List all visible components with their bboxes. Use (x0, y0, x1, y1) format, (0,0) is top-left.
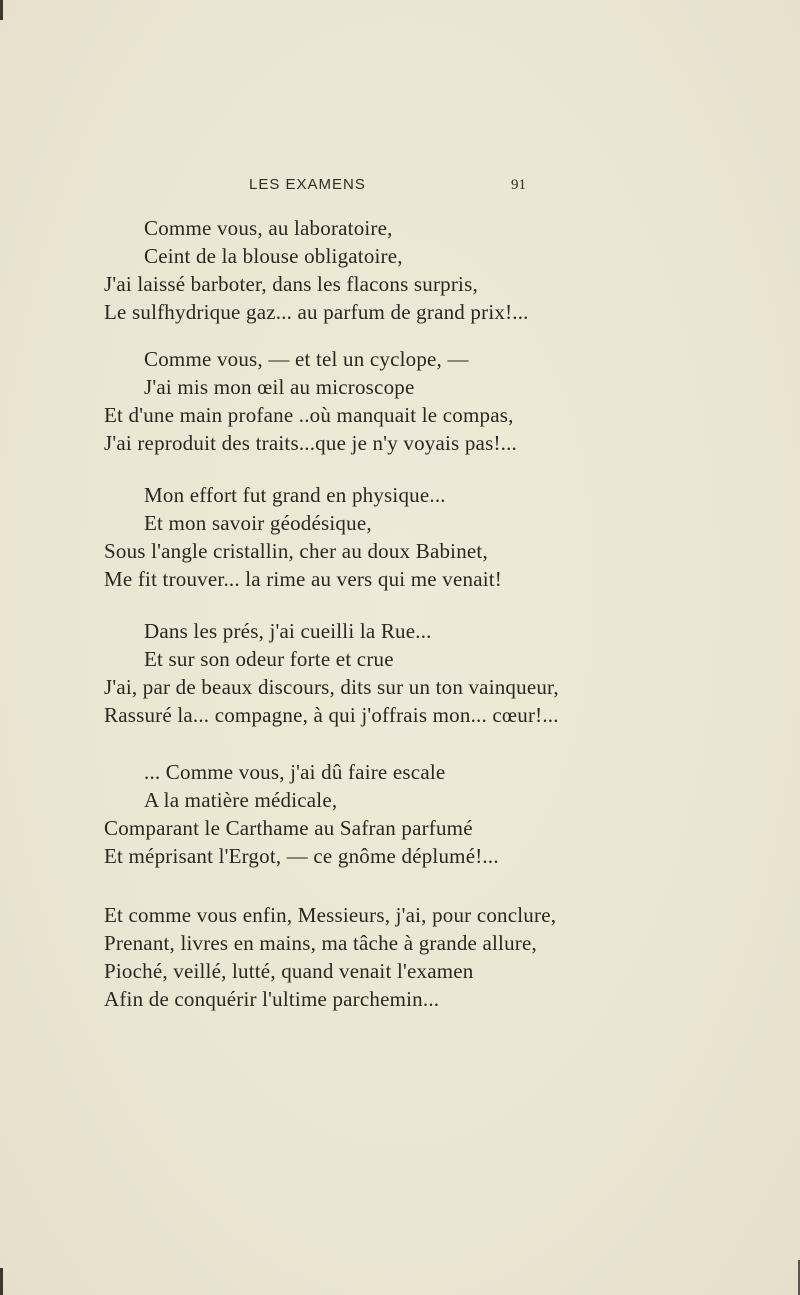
verse-line: Pioché, veillé, lutté, quand venait l'examen (104, 959, 474, 983)
verse-line: Et mon savoir géodésique, (144, 511, 372, 535)
verse-line: Mon effort fut grand en physique... (144, 483, 446, 507)
verse-line: Me fit trouver... la rime au vers qui me venait! (104, 567, 502, 591)
binding-edge-mark (0, 1268, 3, 1295)
verse-line: J'ai laissé barboter, dans les flacons surpris, (104, 272, 478, 296)
verse-line: Le sulfhydrique gaz... au parfum de grand prix!... (104, 300, 529, 324)
verse-line: ... Comme vous, j'ai dû faire escale (144, 760, 446, 784)
binding-edge-mark (0, 0, 3, 20)
verse-line: Dans les prés, j'ai cueilli la Rue... (144, 619, 432, 643)
verse-line: Comme vous, au laboratoire, (144, 216, 393, 240)
verse-line: Ceint de la blouse obligatoire, (144, 244, 403, 268)
verse-line: A la matière médicale, (144, 788, 338, 812)
verse-line: Comme vous, — et tel un cyclope, — (144, 347, 469, 371)
verse-line: Et sur son odeur forte et crue (144, 647, 394, 671)
verse-line: Prenant, livres en mains, ma tâche à grande allure, (104, 931, 537, 955)
running-head (0, 176, 800, 196)
verse-line: Et comme vous enfin, Messieurs, j'ai, pour conclure, (104, 903, 557, 927)
verse-line: Et méprisant l'Ergot, — ce gnôme déplumé!... (104, 844, 499, 868)
verse-line: Comparant le Carthame au Safran parfumé (104, 816, 473, 840)
verse-line: J'ai mis mon œil au microscope (144, 375, 415, 399)
verse-line: J'ai, par de beaux discours, dits sur un ton vainqueur, (104, 675, 559, 699)
verse-line: Afin de conquérir l'ultime parchemin... (104, 987, 440, 1011)
verse-line: Rassuré la... compagne, à qui j'offrais mon... cœur!... (104, 703, 559, 727)
verse-line: Sous l'angle cristallin, cher au doux Babinet, (104, 539, 488, 563)
verse-line: Et d'une main profane ..où manquait le compas, (104, 403, 514, 427)
page-number: 91 (511, 177, 526, 193)
running-title: LES EXAMENS (249, 176, 366, 193)
verse-line: J'ai reproduit des traits...que je n'y voyais pas!... (104, 431, 517, 455)
